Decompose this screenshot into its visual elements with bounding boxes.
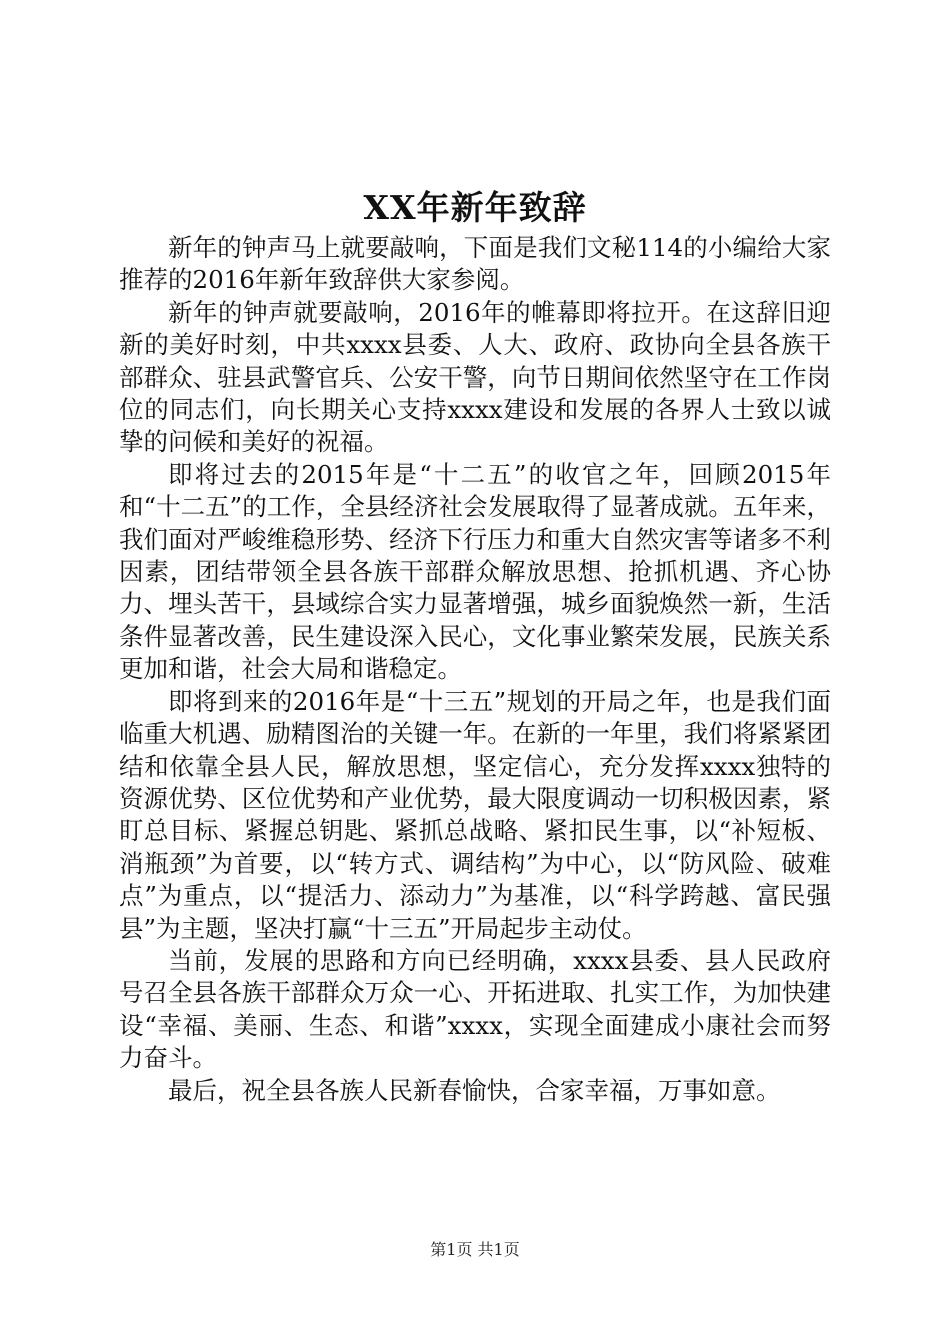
paragraph-greeting: 新年的钟声就要敲响，2016年的帷幕即将拉开。在这辞旧迎新的美好时刻，中共xxxx县委、人大、政府、政协向全县各族干部群众、驻县武警官兵、公安干警，向节日期间依然坚守在工作岗位的同志们，向长期关心支持xxxx建设和发展的各界人士致以诚挚的问候和美好的祝福。: [119, 297, 831, 457]
page-number-footer: 第1页 共1页: [430, 1240, 520, 1259]
document-title: XX年新年致辞: [363, 188, 587, 227]
paragraph-call-to-action: 当前，发展的思路和方向已经明确，xxxx县委、县人民政府号召全县各族干部群众万众一心、开拓进取、扎实工作，为加快建设“幸福、美丽、生态、和谐”xxxx，实现全面建成小康社会而努力奋斗。: [119, 945, 831, 1073]
paragraph-outlook: 即将到来的2016年是“十三五”规划的开局之年，也是我们面临重大机遇、励精图治的关键一年。在新的一年里，我们将紧紧团结和依靠全县人民，解放思想，坚定信心，充分发挥xxxx独特的资源优势、区位优势和产业优势，最大限度调动一切积极因素，紧盯总目标、紧握总钥匙、紧抓总战略、紧扣民生事，以“补短板、消瓶颈”为首要，以“转方式、调结构”为中心，以“防风险、破难点”为重点，以“提活力、添动力”为基准，以“科学跨越、富民强县”为主题，坚决打赢“十三五”开局起步主动仗。: [119, 686, 831, 943]
paragraph-review: 即将过去的2015年是“十二五”的收官之年，回顾2015年和“十二五”的工作，全县经济社会发展取得了显著成就。五年来，我们面对严峻维稳形势、经济下行压力和重大自然灾害等诸多不利因素，团结带领全县各族干部群众解放思想、抢抓机遇、齐心协力、埋头苦干，县域综合实力显著增强，城乡面貌焕然一新，生活条件显著改善，民生建设深入民心，文化事业繁荣发展，民族关系更加和谐，社会大局和谐稳定。: [119, 459, 831, 684]
document-body: [119, 232, 831, 1107]
paragraph-intro: 新年的钟声马上就要敲响，下面是我们文秘114的小编给大家推荐的2016年新年致辞供大家参阅。: [119, 233, 831, 295]
paragraph-closing: 最后，祝全县各族人民新春愉快，合家幸福，万事如意。: [168, 1075, 781, 1105]
